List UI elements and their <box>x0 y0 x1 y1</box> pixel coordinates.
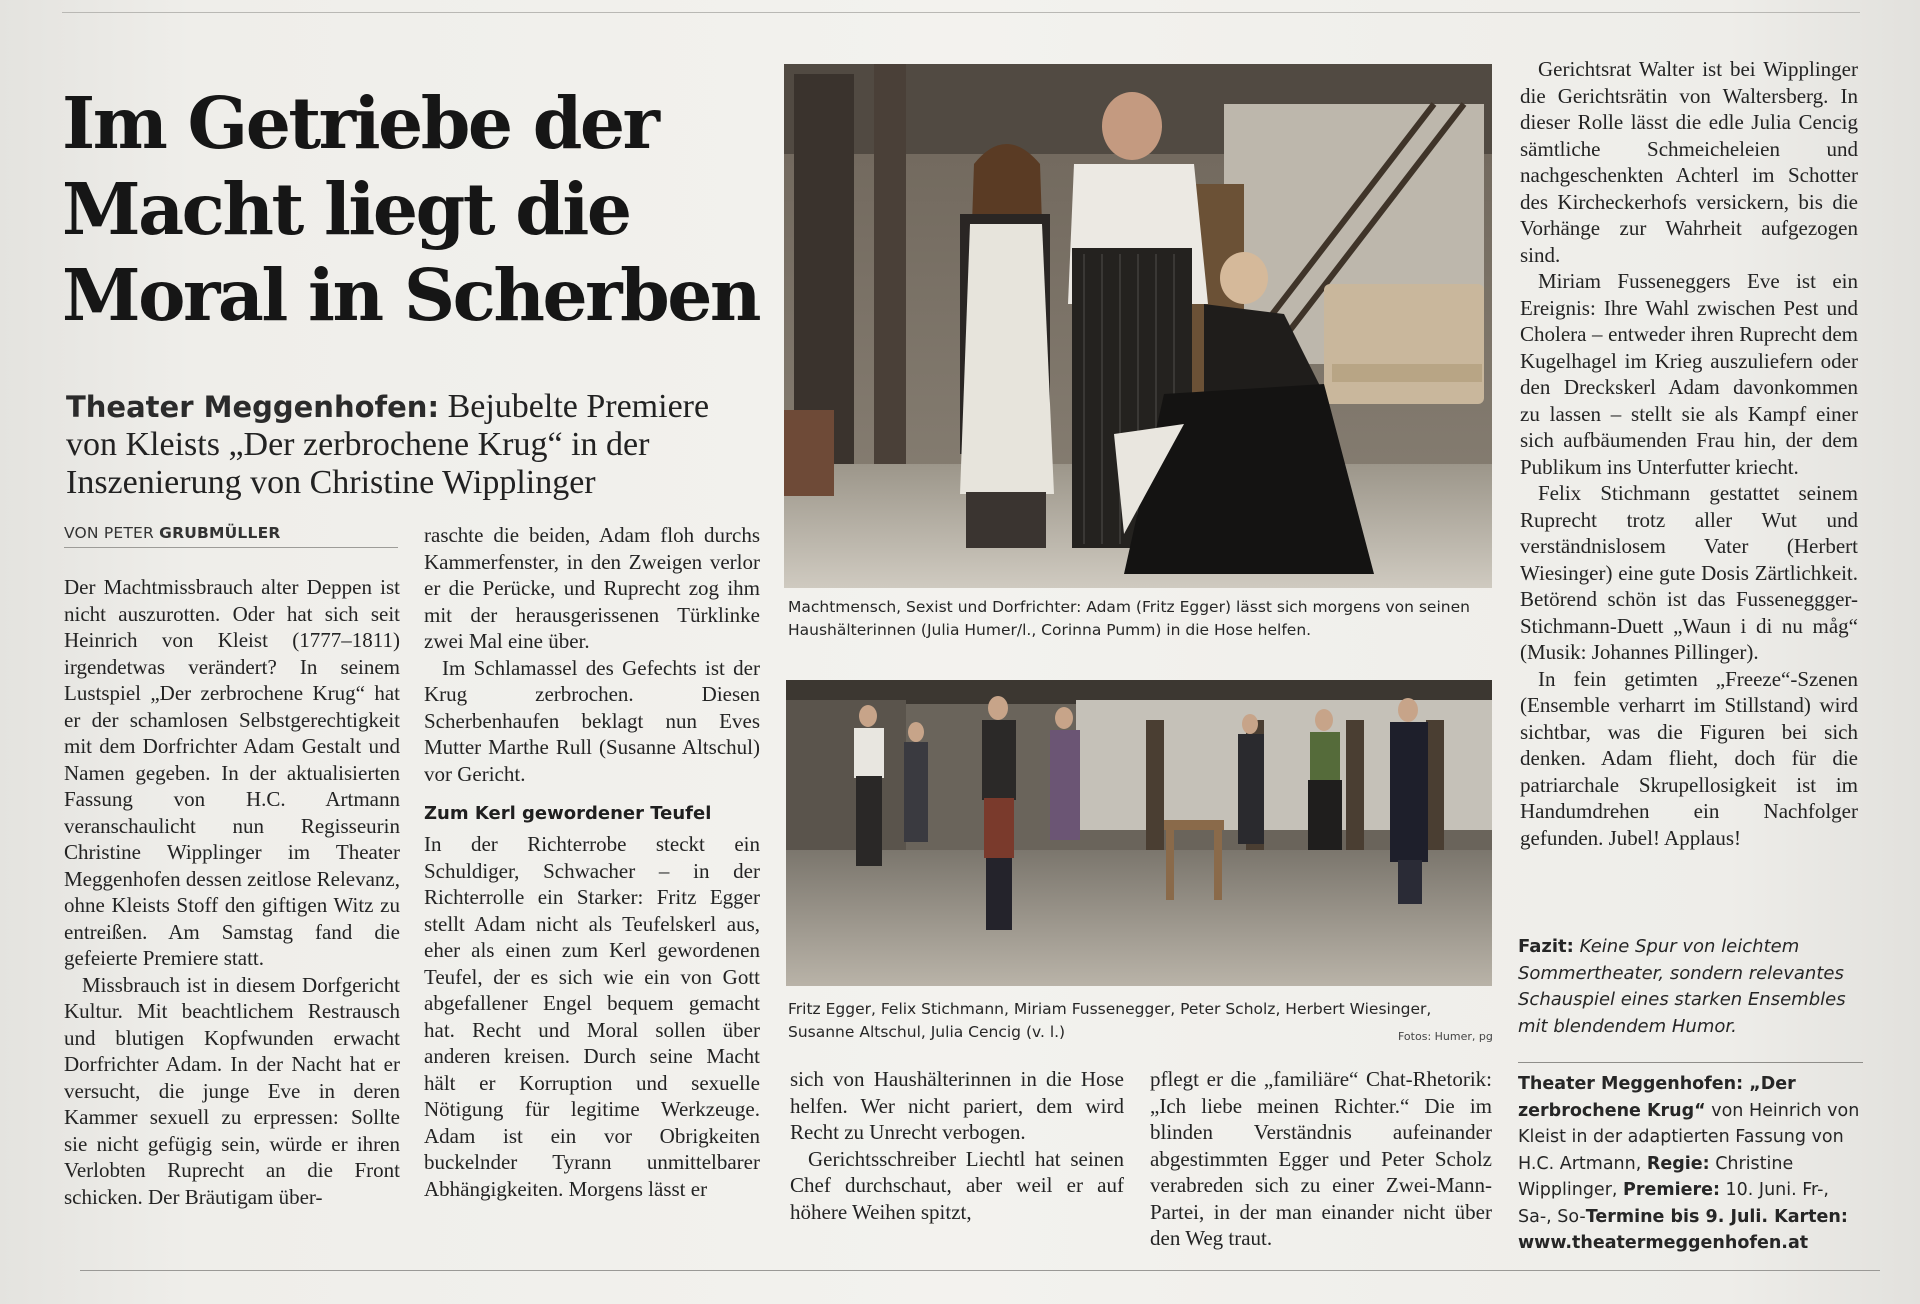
paragraph: raschte die beiden, Adam floh durchs Kammerfenster, in den Zweigen verlor er die Perücke, und Ruprecht zog ihm mit der herausgerissenen Türklinke zwei Mal eine über. <box>424 523 760 653</box>
stage-photo-bottom-image <box>786 680 1492 986</box>
kicker: Theater Meggenhofen: <box>66 390 440 424</box>
headline-line: Moral in Scherben <box>62 253 760 337</box>
paragraph: Gerichtsrat Walter ist bei Wipplinger die Gerichtsrätin von Waltersberg. In dieser Rolle lässt die edle Julia Cencig sämtliche Schmeicheleien und nachgeschenkten Achterl im Schotter des Kircheckerhofs versickern, bis die Vorhänge zur Wahrheit aufgezogen sind. <box>1520 57 1858 267</box>
info-termine: Termine bis 9. Juli. Karten: <box>1585 1206 1848 1227</box>
body-column-1 <box>64 574 400 1210</box>
photo-top-caption: Machtmensch, Sexist und Dorfrichter: Adam (Fritz Egger) lässt sich morgens von seinen Haushälterinnen (Julia Humer/l., Corinna Pumm) in die Hose helfen. <box>788 598 1470 639</box>
headline <box>62 80 762 338</box>
info-website: www.theatermeggenhofen.at <box>1518 1233 1809 1253</box>
subheadline <box>66 388 756 502</box>
bottom-rule <box>80 1270 1880 1271</box>
stage-photo-top <box>784 64 1492 588</box>
info-premiere-label: Premiere: <box>1623 1180 1720 1200</box>
info-premiere: 10. Juni. Fr-, Sa-, So- <box>1518 1180 1829 1227</box>
paragraph: Miriam Fusseneggers Eve ist ein Ereignis: Ihre Wahl zwischen Pest und Cholera – entweder ihren Ruprecht dem Kugelhagel im Krieg auszuliefern oder den Dreckskerl Adam davonkommen zu lassen – stellt sie als Kampf einer sich aufbäumenden Frau hin, der dem Publikum ins Unterfutter kriecht. <box>1520 269 1858 479</box>
paragraph: Im Schlamassel des Gefechts ist der Krug zerbrochen. Diesen Scherbenhaufen beklagt nun Eves Mutter Marthe Rull (Susanne Altschul) vor Gericht. <box>424 655 760 786</box>
photo-bottom-caption: Fritz Egger, Felix Stichmann, Miriam Fussenegger, Peter Scholz, Herbert Wiesinger, Susanne Altschul, Julia Cencig (v. l.) <box>788 1000 1432 1041</box>
body-column-2 <box>424 522 760 1202</box>
info-box <box>1518 1062 1863 1257</box>
stage-photo-top-image <box>784 64 1492 588</box>
paragraph: Der Machtmissbrauch alter Deppen ist nicht auszurotten. Oder hat sich seit Heinrich von Kleist (1777–1811) irgendetwas verändert? In seinem Lustspiel „Der zerbrochene Krug“ hat er der schamlosen Selbstgerechtigkeit mit dem Dorfrichter Adam Gestalt und Namen gegeben. In der aktualisierten Fassung von H.C. Artmann veranschaulicht nun Regisseurin Christine Wipplinger im Theater Meggenhofen dessen zeitlose Relevanz, ohne Kleists Stoff den giftigen Witz zu entreißen. Am Samstag fand die gefeierte Premiere statt. <box>64 575 400 970</box>
fazit-text: Keine Spur von leichtem Sommertheater, sondern relevantes Schauspiel eines starken Ensembles mit blendendem Humor. <box>1518 936 1846 1037</box>
paragraph: Missbrauch ist in diesem Dorfgericht Kultur. Mit beachtlichem Restrausch und blutigen Kopfwunden erwacht Dorfrichter Adam. In der Nacht hat er versucht, die junge Eve in deren Kammer sexuell zu erpressen: Sollte sie nicht gefügig sein, würde er ihren Verlobten Ruprecht an die Front schicken. Der Bräutigam über- <box>64 972 400 1209</box>
byline <box>64 524 398 548</box>
info-regie-label: Regie: <box>1646 1153 1710 1174</box>
body-column-4 <box>1150 1066 1492 1252</box>
paragraph: In der Richterrobe steckt ein Schuldiger, Schwacher – in der Richterrolle ein Starker: Fritz Egger stellt Adam nicht als Teufelskerl aus, eher als einen zum Kerl gewordenen Teufel, der es sich wie ein von Gott abgefallener Engel bequem gemacht hat. Recht und Moral sollen über anderen kreisen. Durch seine Macht hält er Korruption und sexuelle Nötigung für legitime Werkzeuge. Adam ist ein vor Obrigkeiten buckelnder Tyrann unmittelbarer Abhängigkeiten. Morgens lässt er <box>424 832 760 1201</box>
subhead-line: von Kleists „Der zerbrochene Krug“ in der <box>66 426 650 463</box>
subhead-line: Inszenierung von Christine Wipplinger <box>66 464 596 501</box>
body-column-5 <box>1520 56 1858 851</box>
top-rule <box>62 12 1860 13</box>
stage-photo-bottom <box>786 680 1492 986</box>
paragraph: sich von Haushälterinnen in die Hose helfen. Wer nicht pariert, dem wird Recht zu Unrecht verbogen. <box>790 1067 1124 1144</box>
fazit-label: Fazit: <box>1518 936 1574 957</box>
byline-prefix: VON PETER <box>64 524 160 542</box>
info-title: Theater Meggenhofen: „Der zerbrochene Krug“ <box>1518 1074 1796 1121</box>
paragraph: pflegt er die „familiäre“ Chat-Rhetorik: „Ich liebe meinen Richter.“ Die im blinden Verständnis aufeinander abgestimmten Egger und Peter Scholz verabreden sich zu einer Zwei-Mann-Partei, in der man einander nicht über den Weg traut. <box>1150 1067 1492 1250</box>
info-text: von Heinrich von Kleist in der adaptierten Fassung von H.C. Artmann, <box>1518 1100 1860 1174</box>
info-regie: Christine Wipplinger, <box>1518 1153 1794 1200</box>
photo-credit: Fotos: Humer, pg <box>1398 1030 1493 1043</box>
paragraph: Gerichtsschreiber Liechtl hat seinen Chef durchschaut, aber weil er auf höhere Weihen spitzt, <box>790 1146 1124 1224</box>
headline-line: Macht liegt die <box>62 167 630 251</box>
paragraph: In fein getimten „Freeze“-Szenen (Ensemble verharrt im Stillstand) wird sichtbar, was die Figuren bei sich denken. Adam flieht, doch für die patriarchale Skrupellosigkeit ist im Handumdrehen ein Nachfolger gefunden. Jubel! Applaus! <box>1520 666 1858 850</box>
fazit <box>1518 934 1858 1040</box>
headline-line: Im Getriebe der <box>62 81 658 165</box>
body-column-3 <box>790 1066 1124 1225</box>
section-subheading: Zum Kerl gewordener Teufel <box>424 803 712 824</box>
subhead-line: Bejubelte Premiere <box>439 388 710 425</box>
paragraph: Felix Stichmann gestattet seinem Ruprecht trotz aller Wut und verständnislosem Vater (Herbert Wiesinger) eine gute Dosis Zärtlichkeit. Betörend schön ist das Fusseneggger-Stichmann-Duett „Waun i di nu måg“ (Musik: Johannes Pillinger). <box>1520 481 1858 664</box>
byline-author: GRUBMÜLLER <box>159 524 281 542</box>
